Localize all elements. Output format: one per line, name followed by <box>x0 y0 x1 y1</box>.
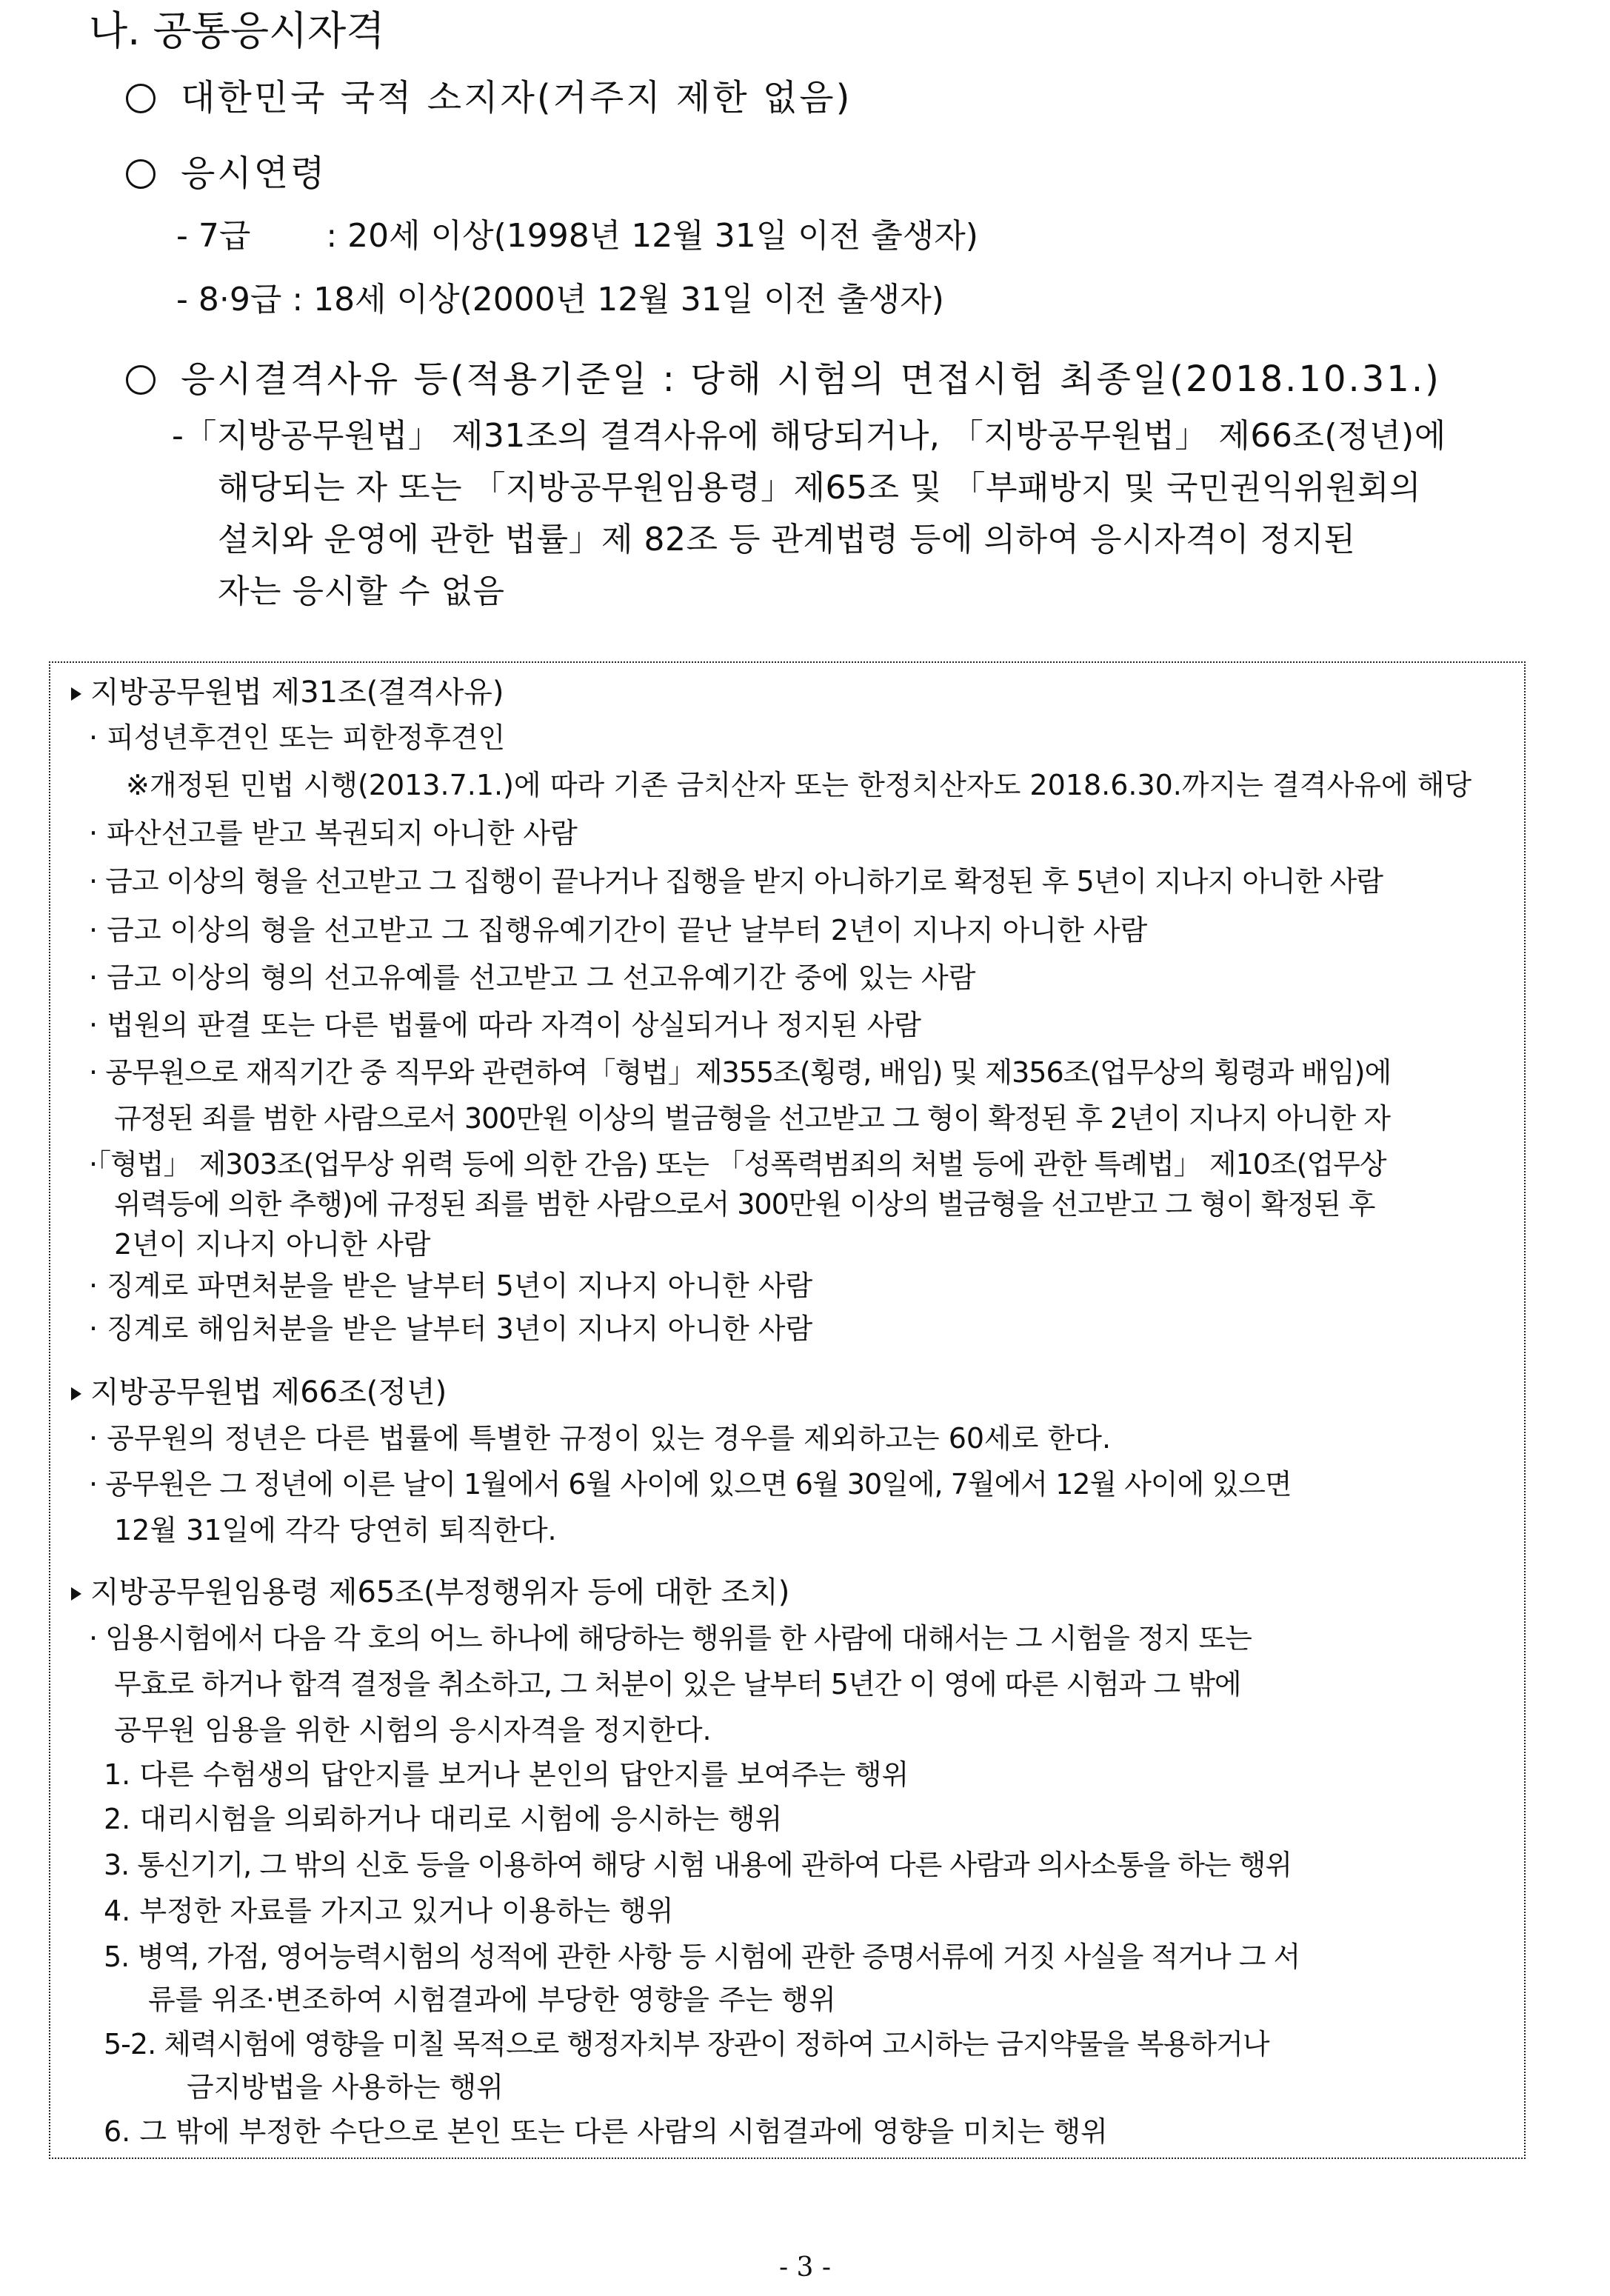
nationality-text: 대한민국 국적 소지자(거주지 제한 없음) <box>181 77 852 119</box>
disqualification-paragraph <box>172 413 1573 615</box>
art31-item: · 피성년후견인 또는 피한정후견인 <box>89 721 506 754</box>
triangle-bullet-icon <box>71 1387 81 1401</box>
disq-line-4: 자는 응시할 수 없음 <box>218 573 505 610</box>
art31-note: ※개정된 민법 시행(2013.7.1.)에 따라 기존 금치산자 또는 한정치산자도 2018.6.30.까지는 결격사유에 해당 <box>126 769 1472 801</box>
dec65-numbered-item: 1. 다른 수험생의 답안지를 보거나 본인의 답안지를 보여주는 행위 <box>104 1758 909 1791</box>
disq-line-1: -「지방공무원법」 제31조의 결격사유에 해당되거나, 「지방공무원법」 제66조(정년)에 <box>172 417 1446 455</box>
triangle-bullet-icon <box>71 687 81 701</box>
age-item <box>126 148 327 198</box>
art31-item-cont: 위력등에 의한 추행)에 규정된 죄를 범한 사람으로서 300만원 이상의 벌금형을 선고받고 그 형이 확정된 후 <box>114 1188 1375 1221</box>
art31-item-cont: 2년이 지나지 아니한 사람 <box>114 1228 431 1261</box>
art66-title-row <box>71 1375 447 1410</box>
disq-line-3: 설치와 운영에 관한 법률」제 82조 등 관계법령 등에 의하여 응시자격이 정지된 <box>218 521 1356 558</box>
art66-item: · 공무원은 그 정년에 이른 날이 1월에서 6월 사이에 있으면 6월 30일에, 7월에서 12월 사이에 있으면 <box>89 1468 1292 1501</box>
age-grade7: - 7급 : 20세 이상(1998년 12월 31일 이전 출생자) <box>176 217 978 255</box>
art31-item: ·「형법」 제303조(업무상 위력 등에 의한 간음) 또는 「성폭력범죄의 처벌 등에 관한 특례법」 제10조(업무상 <box>89 1148 1386 1181</box>
dec65-intro-cont: 공무원 임용을 위한 시험의 응시자격을 정지한다. <box>114 1714 712 1746</box>
disqualification-title: 응시결격사유 등(적용기준일 : 당해 시험의 면접시험 최종일(2018.10.31.) <box>181 358 1441 400</box>
nationality-item <box>126 73 852 123</box>
circle-bullet-icon <box>126 84 156 113</box>
dec65-numbered-item: 5. 병역, 가점, 영어능력시험의 성적에 관한 사항 등 시험에 관한 증명서류에 거짓 사실을 적거나 그 서 <box>104 1940 1300 1973</box>
disqualification-item <box>126 354 1441 404</box>
age-title: 응시연령 <box>181 153 327 194</box>
art31-item: · 법원의 판결 또는 다른 법률에 따라 자격이 상실되거나 정지된 사람 <box>89 1009 921 1041</box>
dec65-title: 지방공무원임용령 제65조(부정행위자 등에 대한 조치) <box>90 1575 790 1609</box>
triangle-bullet-icon <box>71 1587 81 1601</box>
art31-item: · 파산선고를 받고 복권되지 아니한 사람 <box>89 817 578 850</box>
dec65-numbered-item: 2. 대리시험을 의뢰하거나 대리로 시험에 응시하는 행위 <box>104 1803 783 1835</box>
dec65-title-row <box>71 1575 789 1610</box>
dec65-numbered-item: 5-2. 체력시험에 영향을 미칠 목적으로 행정자치부 장관이 정하여 고시하는 금지약물을 복용하거나 <box>104 2028 1269 2060</box>
art31-item: · 징계로 해임처분을 받은 날부터 3년이 지나지 아니한 사람 <box>89 1312 813 1345</box>
art31-item: · 금고 이상의 형을 선고받고 그 집행유예기간이 끝난 날부터 2년이 지나지 아니한 사람 <box>89 914 1148 947</box>
dec65-numbered-item: 4. 부정한 자료를 가지고 있거나 이용하는 행위 <box>104 1895 674 1927</box>
art31-item: · 공무원으로 재직기간 중 직무와 관련하여「형법」제355조(횡령, 배임) 및 제356조(업무상의 횡령과 배임)에 <box>89 1056 1392 1089</box>
art66-item-cont: 12월 31일에 각각 당연히 퇴직한다. <box>114 1514 557 1546</box>
dec65-numbered-item-cont: 금지방법을 사용하는 행위 <box>187 2071 504 2103</box>
dec65-numbered-item: 6. 그 밖에 부정한 수단으로 본인 또는 다른 사람의 시험결과에 영향을 미치는 행위 <box>104 2115 1108 2148</box>
art31-title-row <box>71 675 504 710</box>
circle-bullet-icon <box>126 365 156 395</box>
art66-item: · 공무원의 정년은 다른 법률에 특별한 규정이 있는 경우를 제외하고는 60세로 한다. <box>89 1422 1112 1455</box>
art31-item: · 금고 이상의 형을 선고받고 그 집행이 끝나거나 집행을 받지 아니하기로 확정된 후 5년이 지나지 아니한 사람 <box>89 865 1383 898</box>
age-grade89: - 8·9급 : 18세 이상(2000년 12월 31일 이전 출생자) <box>176 281 944 318</box>
art66-title: 지방공무원법 제66조(정년) <box>90 1375 447 1409</box>
page-number: - 3 - <box>778 2252 832 2283</box>
art31-title: 지방공무원법 제31조(결격사유) <box>90 675 504 710</box>
dec65-intro: · 임용시험에서 다음 각 호의 어느 하나에 해당하는 행위를 한 사람에 대해서는 그 시험을 정지 또는 <box>89 1622 1252 1655</box>
art31-item-cont: 규정된 죄를 범한 사람으로서 300만원 이상의 벌금형을 선고받고 그 형이 확정된 후 2년이 지나지 아니한 자 <box>114 1102 1390 1135</box>
section-heading: 나. 공통응시자격 <box>89 7 385 54</box>
disq-line-2: 해당되는 자 또는 「지방공무원임용령」제65조 및 「부패방지 및 국민권익위원회의 <box>218 469 1422 507</box>
dec65-numbered-item-cont: 류를 위조·변조하여 시험결과에 부당한 영향을 주는 행위 <box>148 1983 836 2016</box>
circle-bullet-icon <box>126 159 156 189</box>
dec65-numbered-item: 3. 통신기기, 그 밖의 신호 등을 이용하여 해당 시험 내용에 관하여 다른 사람과 의사소통을 하는 행위 <box>104 1849 1292 1881</box>
dec65-intro-cont: 무효로 하거나 합격 결정을 취소하고, 그 처분이 있은 날부터 5년간 이 영에 따른 시험과 그 밖에 <box>114 1668 1241 1701</box>
art31-item: · 금고 이상의 형의 선고유예를 선고받고 그 선고유예기간 중에 있는 사람 <box>89 961 976 994</box>
art31-item: · 징계로 파면처분을 받은 날부터 5년이 지나지 아니한 사람 <box>89 1269 813 1302</box>
